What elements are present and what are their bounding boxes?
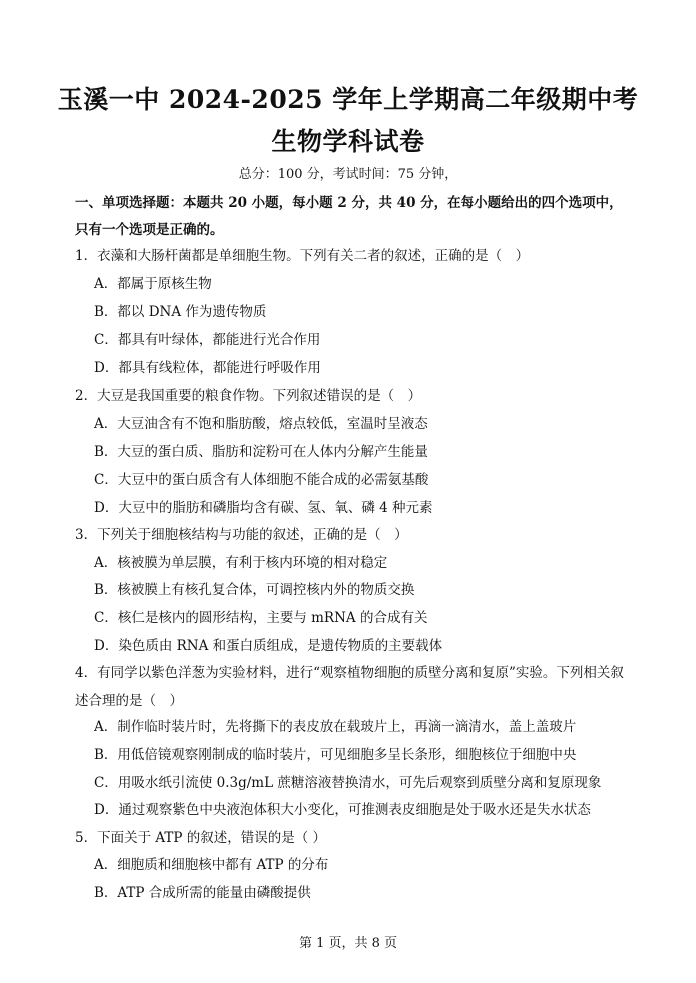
question-2-option-c: C．大豆中的蛋白质含有人体细胞不能合成的必需氨基酸 <box>94 472 429 488</box>
exam-title: 玉溪一中 2024-2025 学年上学期高二年级期中考 <box>57 85 639 114</box>
question-3-option-b: B．核被膜上有核孔复合体，可调控核内外的物质交换 <box>94 582 415 598</box>
section-heading: 一、单项选择题：本题共 20 小题，每小题 2 分，共 40 分，在每小题给出的四个选项中，只有一个选项是正确的。 <box>75 195 623 238</box>
question-2-stem: 2．大豆是我国重要的粮食作物。下列叙述错误的是（ ） <box>75 388 422 404</box>
question-1-stem: 1．衣藻和大肠杆菌都是单细胞生物。下列有关二者的叙述，正确的是（ ） <box>75 248 530 264</box>
question-2-option-a: A．大豆油含有不饱和脂肪酸，熔点较低，室温时呈液态 <box>94 416 428 432</box>
exam-meta: 总分：100 分，考试时间：75 分钟， <box>238 167 458 182</box>
question-2-option-d: D．大豆中的脂肪和磷脂均含有碳、氢、氧、磷 4 种元素 <box>94 500 433 516</box>
question-1-option-c: C．都具有叶绿体，都能进行光合作用 <box>94 332 321 348</box>
question-3-option-d: D．染色质由 RNA 和蛋白质组成，是遗传物质的主要载体 <box>94 638 443 654</box>
question-3-option-a: A．核被膜为单层膜，有利于核内环境的相对稳定 <box>94 555 388 571</box>
question-5-stem: 5．下面关于 ATP 的叙述，错误的是（ ） <box>75 830 327 846</box>
question-2-option-b: B．大豆的蛋白质、脂肪和淀粉可在人体内分解产生能量 <box>94 444 428 460</box>
question-4-stem: 4．有同学以紫色洋葱为实验材料，进行“观察植物细胞的质壁分离和复原”实验。下列相关叙述合理的是（ ） <box>75 665 624 709</box>
question-4-option-d: D．通过观察紫色中央液泡体积大小变化，可推测表皮细胞是处于吸水还是失水状态 <box>94 802 591 818</box>
question-4-option-a: A．制作临时装片时，先将撕下的表皮放在载玻片上，再滴一滴清水，盖上盖玻片 <box>94 719 577 735</box>
question-1-option-b: B．都以 DNA 作为遗传物质 <box>94 304 267 320</box>
question-4-option-b: B．用低倍镜观察刚制成的临时装片，可见细胞多呈长条形，细胞核位于细胞中央 <box>94 747 577 763</box>
question-1-option-a: A．都属于原核生物 <box>94 276 212 292</box>
question-5-option-b: B．ATP 合成所需的能量由磷酸提供 <box>94 885 311 901</box>
question-3-stem: 3．下列关于细胞核结构与功能的叙述，正确的是（ ） <box>75 527 408 543</box>
question-4-option-c: C．用吸水纸引流使 0.3g/mL 蔗糖溶液替换清水，可先后观察到质壁分离和复原现象 <box>94 775 602 791</box>
question-1-option-d: D．都具有线粒体，都能进行呼吸作用 <box>94 360 321 376</box>
page-footer: 第 1 页，共 8 页 <box>298 936 398 951</box>
exam-subtitle: 生物学科试卷 <box>271 127 425 156</box>
question-5-option-a: A．细胞质和细胞核中都有 ATP 的分布 <box>94 857 329 873</box>
question-3-option-c: C．核仁是核内的圆形结构，主要与 mRNA 的合成有关 <box>94 610 428 626</box>
